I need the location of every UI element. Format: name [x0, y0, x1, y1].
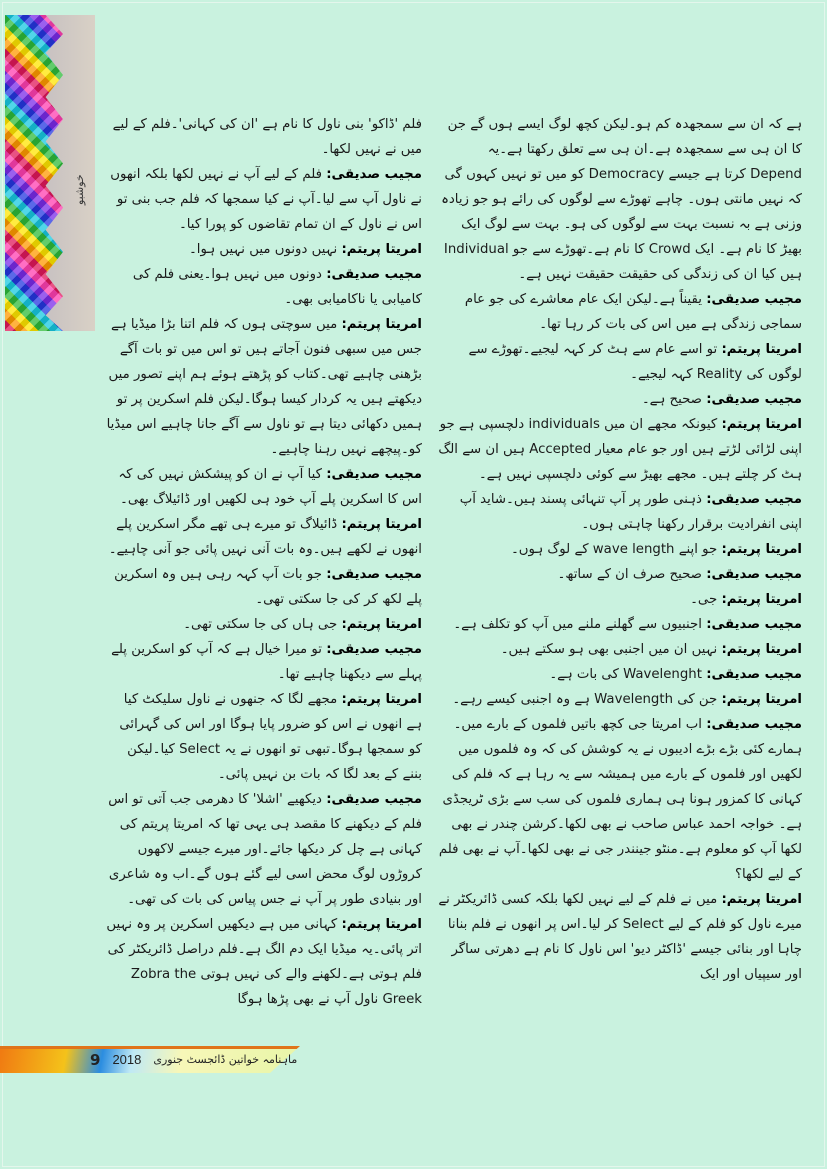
- dialogue-text: تو میرا خیال ہے کہ آپ کو اسکرین پلے پہلے سے دیکھنا چاہیے تھا۔: [111, 642, 422, 682]
- dialogue-text: ڈائیلاگ تو میرے ہی تھے مگر اسکرین پلے انھوں نے لکھے ہیں۔وہ بات آنی نہیں پائی جو آنی چاہیے۔: [108, 517, 422, 557]
- speaker-name: مجیب صدیقی:: [706, 492, 802, 507]
- dialogue-text: مجھے لگا کہ جنھوں نے ناول سلیکٹ کیا ہے انھوں نے اس کو ضرور پایا ہوگا اور اس کی گہرائی کو سمجھا ہوگا۔تبھی تو انھوں نے یہ Select کیا۔لیکن بننے کے بعد لگا کہ بات بن نہیں پائی۔: [119, 692, 422, 782]
- dialogue-paragraph: [437, 537, 802, 562]
- speaker-name: مجیب صدیقی:: [706, 567, 802, 582]
- dialogue-paragraph: [104, 562, 422, 612]
- zigzag-shading: [5, 15, 63, 331]
- dialogue-paragraph: [104, 912, 422, 1012]
- dialogue-paragraph: [104, 687, 422, 787]
- dialogue-text: میں سوچتی ہوں کہ فلم اتنا بڑا میڈیا ہے جس میں سبھی فنون آجاتے ہیں تو اس میں تو بات آگے بڑھنی چاہیے تھی۔کتاب کو پڑھتے ہوئے ہم اپنے تصور میں دیکھتے ہیں یہ کردار کیسا ہوگا۔لیکن فلم اسکرین پر تو ہمیں دکھائی دیتا ہے تو ناول سے آگے جانا چاہیے اس میڈیا کو۔پیچھے نہیں رہنا چاہیے۔: [106, 317, 422, 457]
- left-column: [104, 112, 422, 1012]
- dialogue-text: ہے کہ ان سے سمجھدہ کم ہو۔لیکن کچھ لوگ ایسے ہوں گے جن کا ان ہی سے سمجھدہ ہے۔ان ہی سے تعلق رکھتا ہے۔یہ Depend کرتا ہے جیسے Democracy کو میں تو نہیں کہوں گی کہ نہیں مانتی ہوں۔ چاہے تھوڑے سے لوگوں کی رائے ہو جو زیادہ وزنی ہے بہ نسبت بہت سے لوگوں کی ہو۔ بہت سے لوگ ایک بھیڑ کا نام ہے۔ ایک Crowd کا نام ہے۔تھوڑے سے جو Individual ہیں کیا ان کی زندگی کی حقیقت حقیقت نہیں ہے۔: [441, 117, 802, 282]
- dialogue-text: جی۔: [690, 592, 722, 607]
- dialogue-text: جی ہاں کی جا سکتی تھی۔: [183, 617, 342, 632]
- dialogue-paragraph: [437, 112, 802, 287]
- speaker-name: مجیب صدیقی:: [326, 267, 422, 282]
- speaker-name: امریتا پریتم:: [341, 242, 422, 257]
- speaker-name: مجیب صدیقی:: [706, 667, 802, 682]
- dialogue-paragraph: [437, 612, 802, 637]
- dialogue-text: کہانی میں ہے دیکھیں اسکرین پر وہ نہیں اتر پائی۔یہ میڈیا ایک دم الگ ہے۔فلم دراصل ڈائریکٹر کی فلم ہوتی ہے۔لکھنے والے کی نہیں ہوتی Zobra the Greek ناول آپ نے بھی پڑھا ہوگا: [106, 917, 422, 1007]
- dialogue-text: اب امریتا جی کچھ باتیں فلموں کے بارے میں۔ ہمارے کئی بڑے بڑے ادیبوں نے یہ کوشش کی کہ وہ فلموں میں لکھیں اور فلموں کے بارے میں ہمیشہ سے یہ رہا ہے کہ فلم کی کہانی کا کمزور ہونا ہی ہماری فلموں کی سب سے بڑی ٹریجڈی ہے۔ خواجہ احمد عباس صاحب نے بھی لکھا۔کرشن چندر نے بھی لکھا آپ کو معلوم ہے۔منٹو جینندر جی نے بھی لکھا۔آپ نے بھی فلم کے لیے لکھا؟: [438, 717, 802, 882]
- dialogue-paragraph: [437, 387, 802, 412]
- dialogue-paragraph: [437, 562, 802, 587]
- dialogue-paragraph: [104, 637, 422, 687]
- dialogue-paragraph: [104, 262, 422, 312]
- speaker-name: امریتا پریتم:: [341, 617, 422, 632]
- side-section-label: خوشبو: [73, 174, 86, 205]
- dialogue-paragraph: [104, 112, 422, 162]
- speaker-name: مجیب صدیقی:: [326, 467, 422, 482]
- magazine-issue: ماہنامہ خواتین ڈائجسٹ جنوری: [153, 1053, 298, 1066]
- dialogue-text: صحیح صرف ان کے ساتھ۔: [557, 567, 707, 582]
- dialogue-text: Wavelenght کی بات ہے۔: [549, 667, 707, 682]
- speaker-name: امریتا پریتم:: [721, 592, 802, 607]
- speaker-name: امریتا پریتم:: [721, 342, 802, 357]
- dialogue-paragraph: [437, 687, 802, 712]
- dialogue-paragraph: [104, 312, 422, 462]
- dialogue-paragraph: [104, 612, 422, 637]
- right-column: [437, 112, 802, 987]
- dialogue-paragraph: [437, 587, 802, 612]
- dialogue-text: میں نے فلم کے لیے نہیں لکھا بلکہ کسی ڈائریکٹر نے میرے ناول کو فلم کے لیے Select کر لیا۔اس پر انھوں نے فلم بنانا چاہا اور بنائی جیسے 'ڈاکٹر دیو' اس ناول کا نام ہے دھرتی ساگر اور سیپیاں اور ایک: [438, 892, 802, 982]
- footer-banner: [0, 1046, 300, 1073]
- dialogue-paragraph: [437, 887, 802, 987]
- speaker-name: مجیب صدیقی:: [326, 567, 422, 582]
- dialogue-text: صحیح ہے۔: [641, 392, 707, 407]
- speaker-name: مجیب صدیقی:: [326, 792, 422, 807]
- dialogue-text: جن کی Wavelength ہے وہ اجنبی کیسے رہے۔: [452, 692, 722, 707]
- dialogue-text: اجنبیوں سے گھلنے ملنے میں آپ کو تکلف ہے۔: [453, 617, 707, 632]
- dialogue-paragraph: [437, 412, 802, 487]
- dialogue-paragraph: [437, 287, 802, 337]
- speaker-name: امریتا پریتم:: [341, 517, 422, 532]
- dialogue-text: جو بات آپ کہہ رہی ہیں وہ اسکرین پلے لکھ کر کی جا سکتی تھی۔: [114, 567, 422, 607]
- dialogue-text: یقیناً ہے۔لیکن ایک عام معاشرے کی جو عام سماجی زندگی ہے میں اس کی بات کر رہا تھا۔: [464, 292, 802, 332]
- dialogue-text: دونوں میں نہیں ہوا۔یعنی فلم کی کامیابی یا ناکامیابی بھی۔: [132, 267, 422, 307]
- speaker-name: امریتا پریتم:: [721, 542, 802, 557]
- speaker-name: مجیب صدیقی:: [326, 642, 422, 657]
- speaker-name: مجیب صدیقی:: [706, 392, 802, 407]
- speaker-name: امریتا پریتم:: [341, 917, 422, 932]
- issue-year: 2018: [112, 1052, 142, 1067]
- decorative-side-strip: [5, 15, 95, 331]
- page-number: 9: [90, 1050, 101, 1069]
- dialogue-paragraph: [437, 712, 802, 887]
- dialogue-text: دیکھیے 'اشلا' کا دھرمی جب آتی تو اس فلم کے دیکھنے کا مقصد ہی یہی تھا کہ امریتا پریتم کی کہانی ہے چل کر دیکھا جائے۔اور میرے جیسے لاکھوں کروڑوں لوگ محض اسی لیے گئے ہوں گے۔اب وہ شاعری اور بنیادی طور پر آپ نے جس پیاس کی بات کی تھی۔: [108, 792, 422, 907]
- dialogue-text: فلم کے لیے آپ نے نہیں لکھا بلکہ انھوں نے ناول آپ سے لیا۔آپ نے کیا سمجھا کہ فلم جب بنی تو اس نے ناول کے ان تمام تقاضوں کو پورا کیا۔: [110, 167, 422, 232]
- speaker-name: امریتا پریتم:: [341, 692, 422, 707]
- dialogue-text: کیونکہ مجھے ان میں individuals دلچسپی ہے جو اپنی لڑائی لڑتے ہیں اور جو عام معیار Accepted ہیں ان سے الگ ہٹ کر چلتے ہیں۔ مجھے بھیڑ سے کوئی دلچسپی نہیں ہے۔: [438, 417, 802, 482]
- dialogue-paragraph: [104, 462, 422, 512]
- dialogue-paragraph: [104, 162, 422, 237]
- speaker-name: امریتا پریتم:: [341, 317, 422, 332]
- dialogue-text: ذہنی طور پر آپ تنہائی پسند ہیں۔شاید آپ اپنی انفرادیت برقرار رکھنا چاہتی ہوں۔: [459, 492, 802, 532]
- speaker-name: مجیب صدیقی:: [706, 292, 802, 307]
- speaker-name: امریتا پریتم:: [721, 692, 802, 707]
- dialogue-text: تو اسے عام سے ہٹ کر کہہ لیجیے۔تھوڑے سے لوگوں کی Reality کہہ لیجیے۔: [468, 342, 802, 382]
- dialogue-text: کیا آپ نے ان کو پیشکش نہیں کی کہ اس کا اسکرین پلے آپ خود ہی لکھیں اور ڈائیلاگ بھی۔: [118, 467, 422, 507]
- dialogue-paragraph: [437, 337, 802, 387]
- speaker-name: امریتا پریتم:: [721, 892, 802, 907]
- dialogue-paragraph: [104, 787, 422, 912]
- footer-items: [90, 1046, 297, 1073]
- dialogue-paragraph: [104, 512, 422, 562]
- dialogue-paragraph: [104, 237, 422, 262]
- dialogue-paragraph: [437, 487, 802, 537]
- dialogue-text: فلم 'ڈاکو' بنی ناول کا نام ہے 'ان کی کہانی'۔فلم کے لیے میں نے نہیں لکھا۔: [112, 117, 422, 157]
- speaker-name: مجیب صدیقی:: [326, 167, 422, 182]
- speaker-name: امریتا پریتم:: [721, 417, 802, 432]
- speaker-name: مجیب صدیقی:: [706, 617, 802, 632]
- dialogue-text: نہیں ان میں اجنبی بھی ہو سکتے ہیں۔: [500, 642, 722, 657]
- dialogue-paragraph: [437, 662, 802, 687]
- dialogue-text: نہیں دونوں میں نہیں ہوا۔: [188, 242, 342, 257]
- dialogue-text: جو اپنے wave length کے لوگ ہوں۔: [510, 542, 722, 557]
- dialogue-paragraph: [437, 637, 802, 662]
- speaker-name: امریتا پریتم:: [721, 642, 802, 657]
- speaker-name: مجیب صدیقی:: [706, 717, 802, 732]
